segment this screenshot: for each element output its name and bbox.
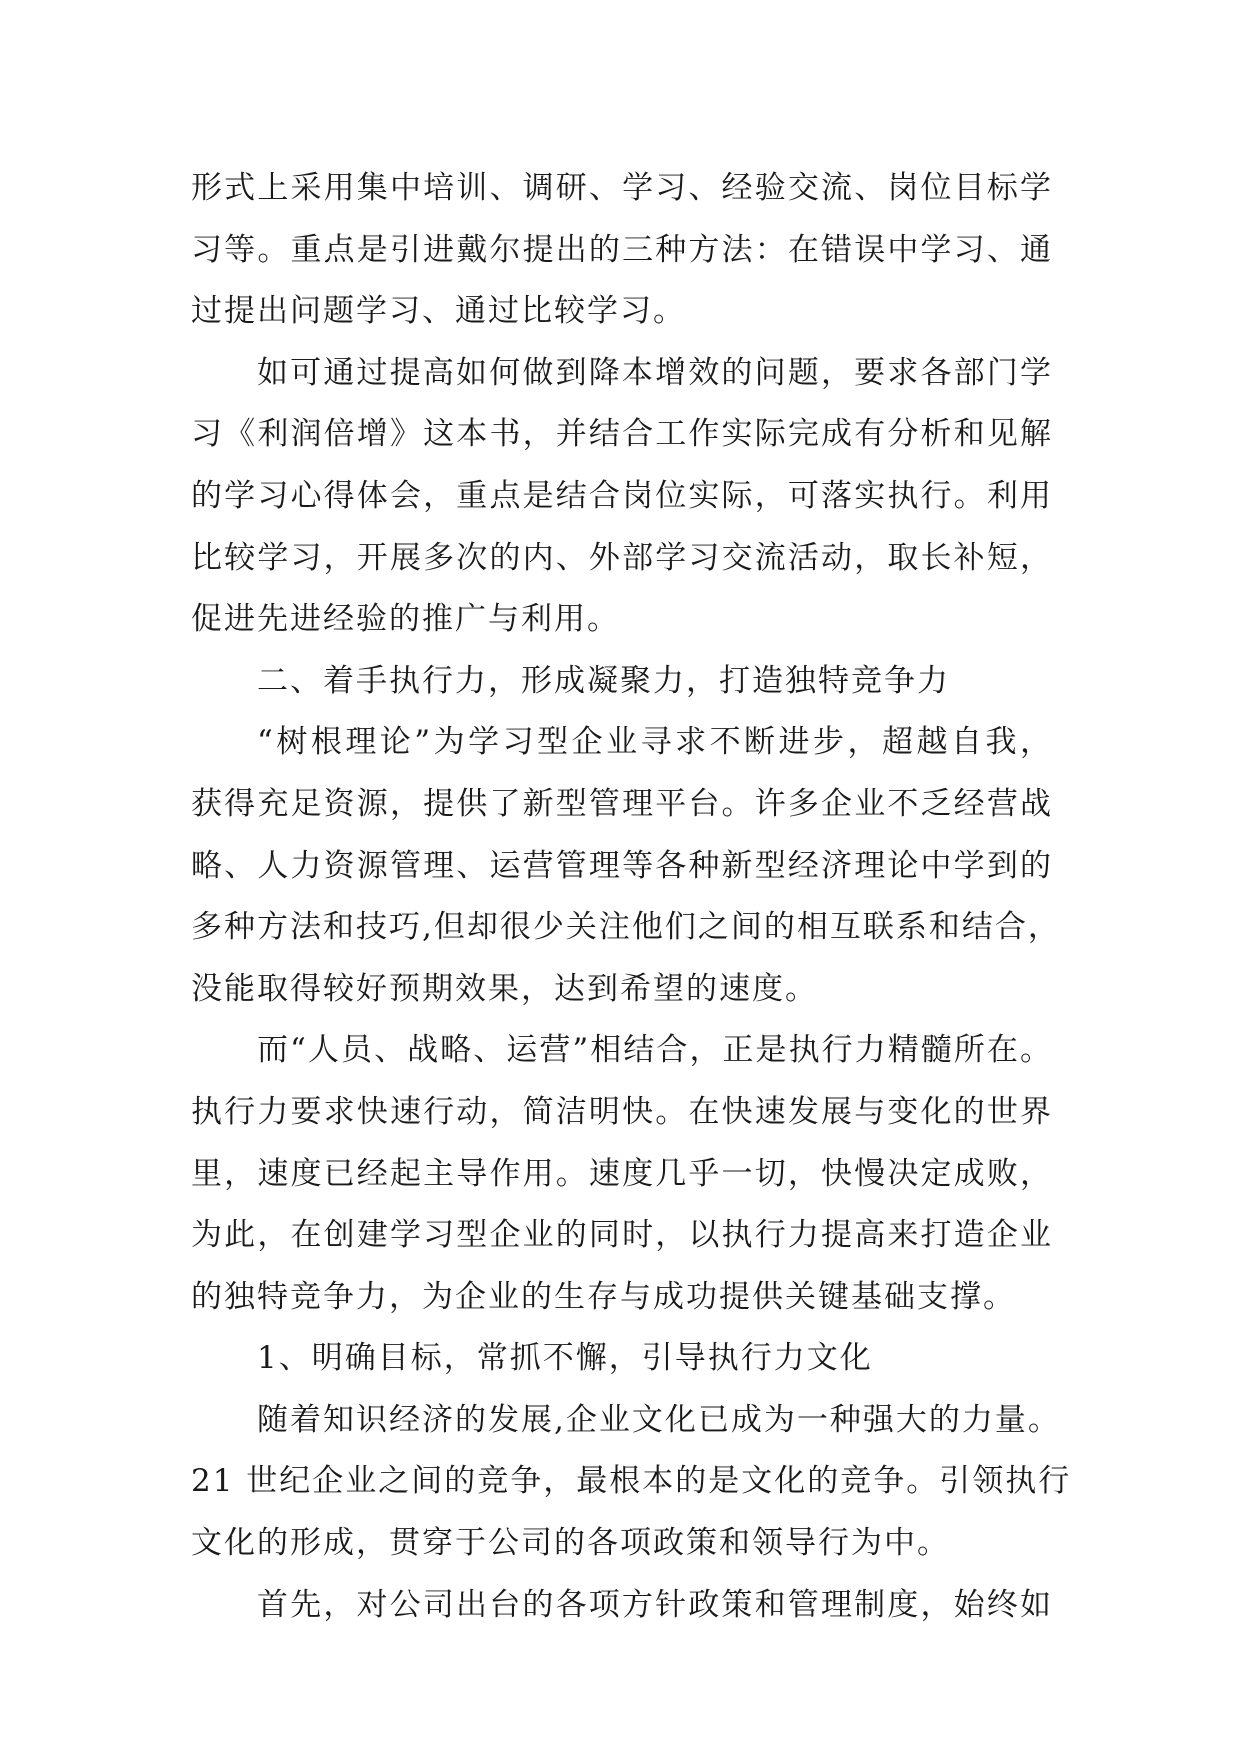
text-line: 为此，在创建学习型企业的同时，以执行力提高来打造企业 [191, 1217, 1053, 1254]
text-line: 多种方法和技巧,但却很少关注他们之间的相互联系和结合， [191, 909, 1061, 946]
text-line: 随着知识经济的发展,企业文化已成为一种强大的力量。 [257, 1401, 1061, 1438]
section-heading: 二、着手执行力，形成凝聚力，打造独特竞争力 [257, 662, 950, 699]
text-line: 里，速度已经起主导作用。速度几乎一切，快慢决定成败， [191, 1155, 1053, 1192]
text-line: 首先，对公司出台的各项方针政策和管理制度，始终如 [257, 1586, 1053, 1623]
text-line: “树根理论”为学习型企业寻求不断进步，超越自我， [257, 724, 1053, 761]
text-line: 的独特竞争力，为企业的生存与成功提供关键基础支撑。 [191, 1278, 1016, 1315]
text-line: 执行力要求快速行动，简洁明快。在快速发展与变化的世界 [191, 1093, 1053, 1130]
text-line: 比较学习，开展多次的内、外部学习交流活动，取长补短， [191, 539, 1053, 576]
text-line: 习等。重点是引进戴尔提出的三种方法：在错误中学习、通 [191, 231, 1053, 268]
text-line: 习《利润倍增》这本书，并结合工作实际完成有分析和见解 [191, 416, 1053, 453]
text-line: 如可通过提高如何做到降本增效的问题，要求各部门学 [257, 354, 1053, 391]
text-line: 获得充足资源，提供了新型管理平台。许多企业不乏经营战 [191, 785, 1053, 822]
text-line: 没能取得较好预期效果，达到希望的速度。 [191, 970, 818, 1007]
text-line: 过提出问题学习、通过比较学习。 [191, 293, 686, 330]
document-body [191, 158, 1072, 1636]
text-line: 文化的形成，贯穿于公司的各项政策和领导行为中。 [191, 1525, 950, 1562]
text-line: 促进先进经验的推广与利用。 [191, 601, 620, 638]
text-line: 略、人力资源管理、运营管理等各种新型经济理论中学到的 [191, 847, 1053, 884]
text-line: 形式上采用集中培训、调研、学习、经验交流、岗位目标学 [191, 170, 1053, 206]
subsection-heading: 1、明确目标，常抓不懈，引导执行力文化 [257, 1340, 873, 1377]
text-line: 而“人员、战略、运营”相结合，正是执行力精髓所在。 [257, 1032, 1053, 1069]
text-line: 21 世纪企业之间的竞争，最根本的是文化的竞争。引领执行 [191, 1463, 1072, 1500]
text-line: 的学习心得体会，重点是结合岗位实际，可落实执行。利用 [191, 477, 1053, 514]
